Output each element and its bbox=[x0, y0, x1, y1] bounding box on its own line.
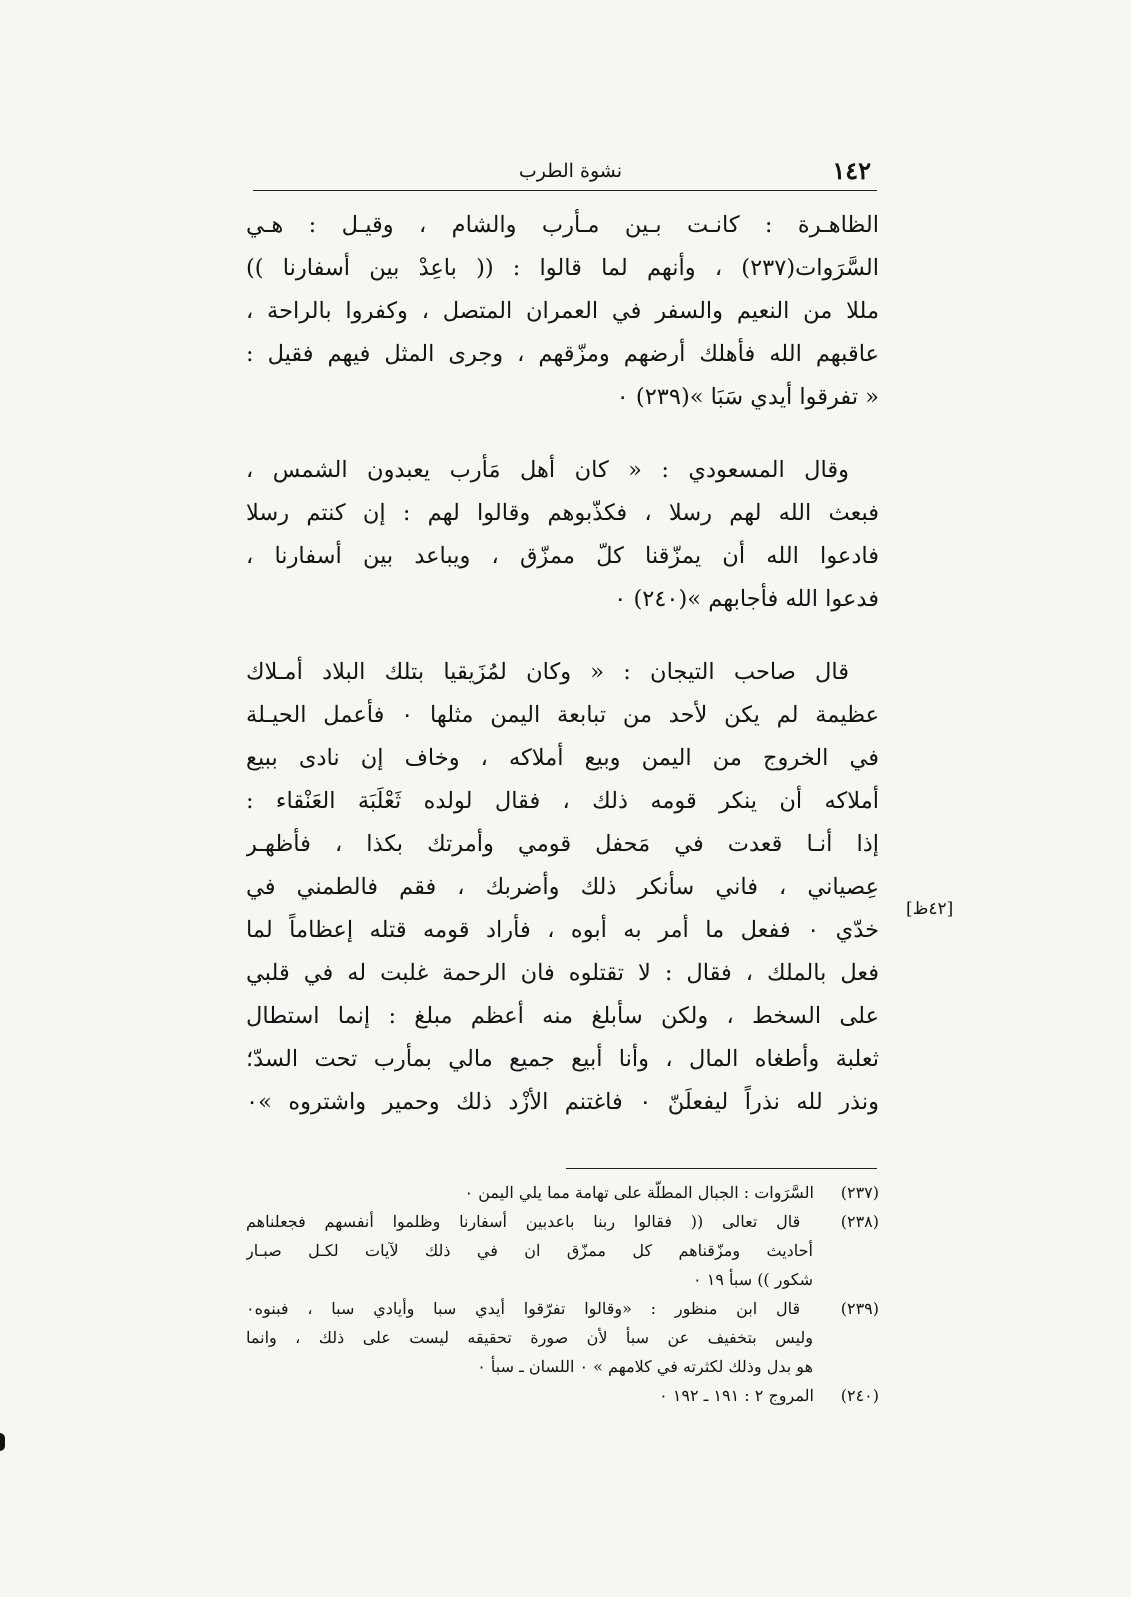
footnote-number: (٢٣٨) bbox=[840, 1212, 879, 1231]
text-line: فبعث الله لهم رسلا ، فكذّبوهم وقالوا لهم : إن كنتم رسلا bbox=[246, 500, 879, 526]
footnote-number: (٢٣٩) bbox=[840, 1299, 879, 1318]
paragraph bbox=[246, 449, 879, 621]
footnote-line: شكور )) سبأ ١٩ ٠ bbox=[693, 1270, 813, 1289]
paragraph bbox=[246, 204, 879, 419]
footnote bbox=[246, 1294, 879, 1381]
text-line: السَّرَوات(٢٣٧) ، وأنهم لما قالوا : (( باعِدْ بين أسفارنا )) bbox=[246, 255, 879, 281]
text-line: ونذر لله نذراً ليفعلَنّ ٠ فاغتنم الأزْد ذلك وحمير واشتروه »٠ bbox=[246, 1089, 879, 1115]
text-line: عظيمة لم يكن لأحد من تبابعة اليمن مثلها ٠ فأعمل الحيـلة bbox=[246, 702, 879, 728]
footnote-line: وليس بتخفيف عن سبأ لأن صورة تحقيقه ليست على ذلك ، وانما bbox=[246, 1328, 813, 1347]
footnote-line: أحاديث ومزّقناهم كل ممزّق ان في ذلك لآيات لكـل صبـار bbox=[246, 1241, 813, 1260]
text-line: فدعوا الله فأجابهم »(٢٤٠) ٠ bbox=[614, 586, 879, 612]
footnote-line bbox=[246, 1294, 879, 1323]
footnote-divider bbox=[566, 1168, 877, 1169]
text-line: عِصياني ، فاني سأنكر ذلك وأضربك ، فقم فالطمني في bbox=[246, 874, 879, 900]
footnote bbox=[246, 1381, 879, 1410]
text-line: عاقبهم الله فأهلك أرضهم ومزّقهم ، وجرى المثل فيهم فقيل : bbox=[246, 341, 879, 367]
footnote-line bbox=[246, 1178, 879, 1207]
text-line: فعل بالملك ، فقال : لا تقتلوه فان الرحمة غلبت له في قلبي bbox=[246, 960, 879, 986]
scan-edge-mark bbox=[0, 1433, 5, 1451]
text-line: خدّي ٠ ففعل ما أمر به أبوه ، فأراد قومه قتله إعظاماً لما bbox=[246, 917, 879, 943]
footnote bbox=[246, 1207, 879, 1294]
text-line: مللا من النعيم والسفر في العمران المتصل ، وكفروا بالراحة ، bbox=[246, 298, 879, 324]
page-header bbox=[253, 156, 877, 191]
footnote-line bbox=[246, 1381, 879, 1410]
text-line: فادعوا الله أن يمزّقنا كلّ ممزّق ، ويباعد بين أسفارنا ، bbox=[246, 543, 879, 569]
running-title: نشوة الطرب bbox=[518, 160, 622, 182]
paragraph bbox=[246, 651, 879, 1124]
text-line: قال صاحب التيجان : « وكان لمُزَيقيا بتلك البلاد أمـلاك bbox=[246, 659, 849, 685]
manuscript-folio-marker: [٤٢ظ] bbox=[906, 899, 954, 919]
footnote-text: قال ابن منظور : «وقالوا تفرّقوا أيدي سبا وأيادي سبا ، فبنوه٠ bbox=[246, 1299, 801, 1318]
text-line: ثعلبة وأطغاه المال ، وأنا أبيع جميع مالي بمأرب تحت السدّ؛ bbox=[246, 1046, 879, 1072]
footnote-text: السَّرَوات : الجبال المطلّة على تهامة مما يلي اليمن ٠ bbox=[464, 1183, 814, 1202]
text-line: أملاكه أن ينكر قومه ذلك ، فقال لولده ثَعْلَبَة العَنْقاء : bbox=[246, 788, 879, 814]
text-line: على السخط ، ولكن سأبلغ منه أعظم مبلغ : إنما استطال bbox=[246, 1003, 879, 1029]
footnote-line: هو بدل وذلك لكثرته في كلامهم » ٠ اللسان ـ سبأ ٠ bbox=[477, 1357, 813, 1376]
footnote-line bbox=[246, 1207, 879, 1236]
text-line: وقال المسعودي : « كان أهل مَأرب يعبدون الشمس ، bbox=[246, 457, 849, 483]
footnotes bbox=[246, 1178, 879, 1410]
text-line: إذا أنـا قعدت في مَحفل قومي وأمرتك بكذا ، فأظهـر bbox=[246, 831, 879, 857]
text-line: في الخروج من اليمن وبيع أملاكه ، وخاف إن نادى ببيع bbox=[246, 745, 879, 771]
text-line: الظاهـرة : كانـت بـين مـأرب والشام ، وقيـل : هـي bbox=[246, 212, 879, 238]
main-text bbox=[246, 204, 879, 1124]
page-number: ١٤٢ bbox=[832, 156, 871, 185]
footnote-number: (٢٣٧) bbox=[840, 1183, 879, 1202]
footnote-number: (٢٤٠) bbox=[840, 1386, 879, 1405]
footnote-text: المروج ٢ : ١٩١ ـ ١٩٢ ٠ bbox=[659, 1386, 814, 1405]
text-line: « تفرقوا أيدي سَبَا »(٢٣٩) ٠ bbox=[616, 384, 879, 410]
footnote-text: قال تعالى (( فقالوا ربنا باعدبين أسفارنا وظلموا أنفسهم فجعلناهم bbox=[246, 1212, 801, 1231]
footnote bbox=[246, 1178, 879, 1207]
